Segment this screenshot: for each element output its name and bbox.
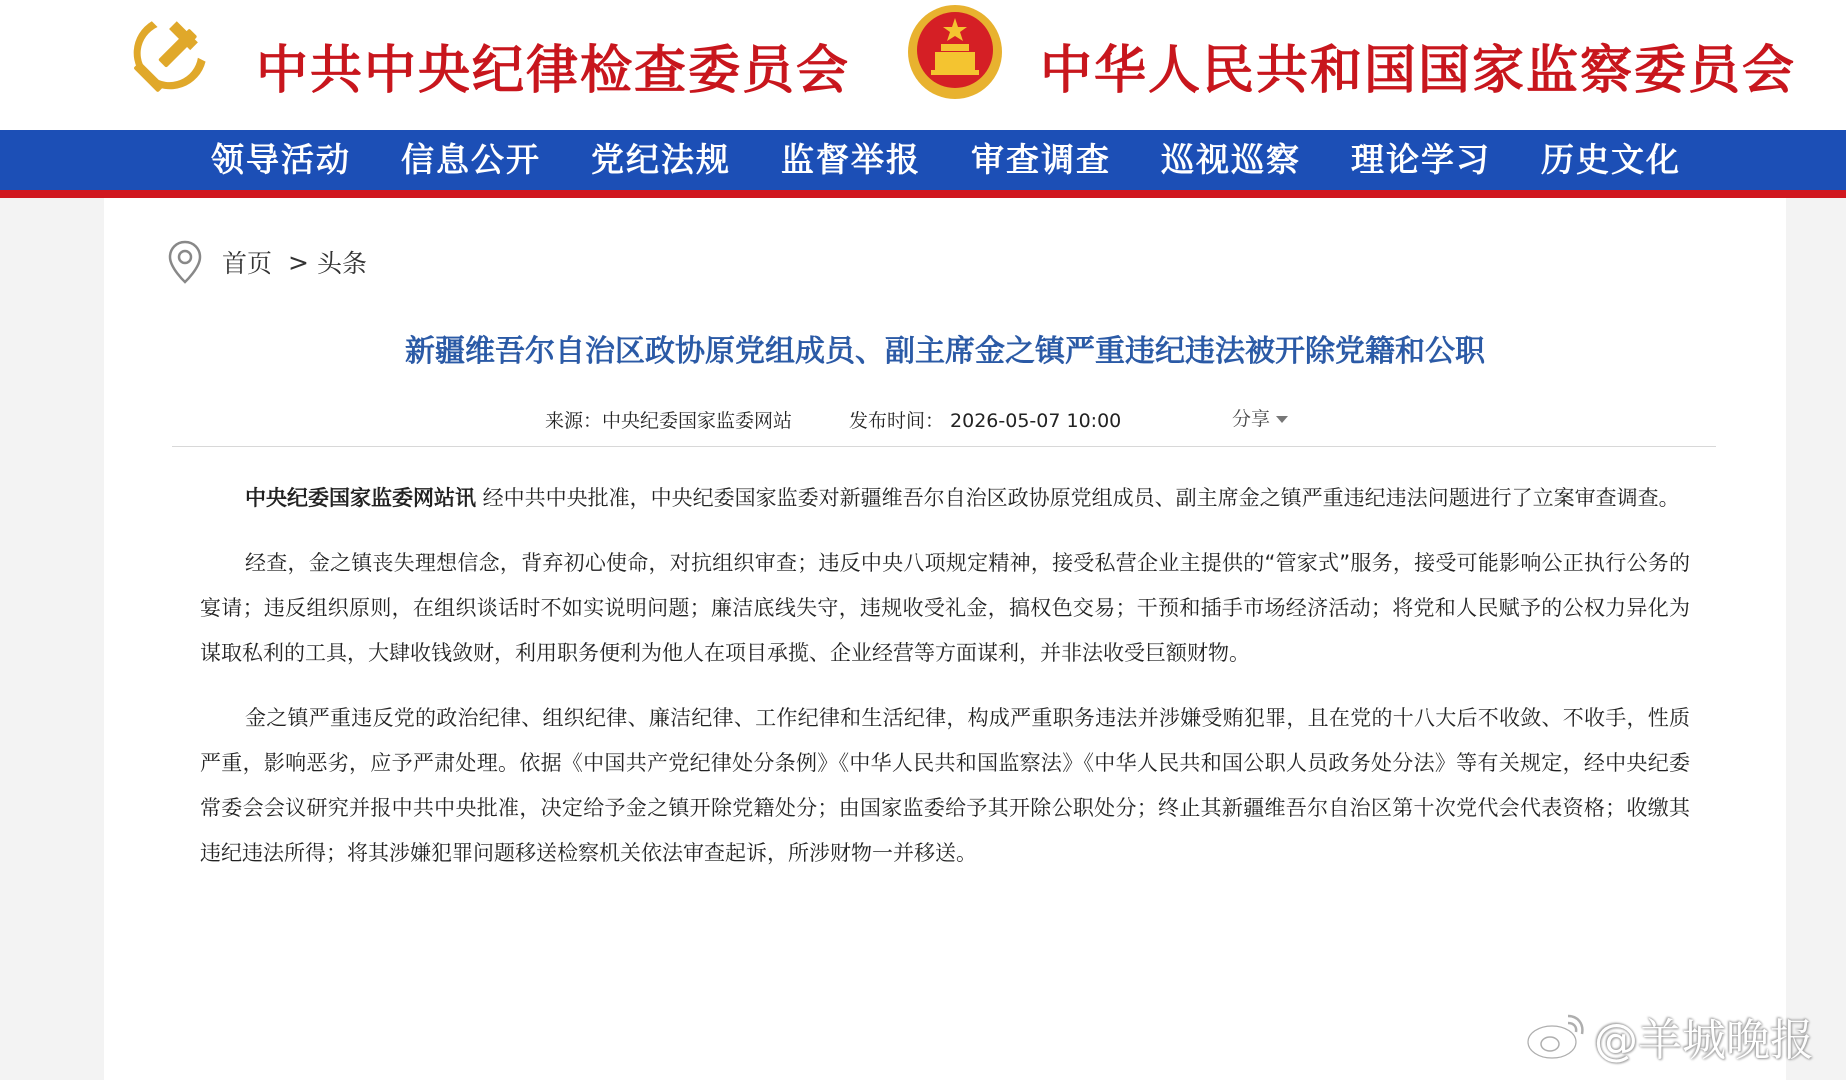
location-pin-icon (168, 240, 202, 284)
nav-item-reporting[interactable]: 监督举报 (781, 140, 921, 179)
nav-item-leadership[interactable]: 领导活动 (211, 140, 351, 179)
watermark-text: @羊城晚报 (1594, 1015, 1814, 1066)
article-body (200, 476, 1690, 896)
national-emblem (905, 2, 1005, 102)
article-paragraph-3: 金之镇严重违反党的政治纪律、组织纪律、廉洁纪律、工作纪律和生活纪律，构成严重职务违法并涉嫌受贿犯罪，且在党的十八大后不收敛、不收手，性质严重，影响恶劣，应予严肃处理。依据《中国共产党纪律处分条例》《中华人民共和国监察法》《中华人民共和国公职人员政务处分法》等有关规定，经中央纪委常委会会议研究并报中共中央批准，决定给予金之镇开除党籍处分；由国家监委给予其开除公职处分；终止其新疆维吾尔自治区第十次党代会代表资格；收缴其违纪违法所得；将其涉嫌犯罪问题移送检察机关依法审查起诉，所涉财物一并移送。 (200, 706, 1690, 865)
article-paragraph-2: 经查，金之镇丧失理想信念，背弃初心使命，对抗组织审查；违反中央八项规定精神，接受私营企业主提供的“管家式”服务，接受可能影响公正执行公务的宴请；违反组织原则，在组织谈话时不如实说明问题；廉洁底线失守，违规收受礼金，搞权色交易；干预和插手市场经济活动；将党和人民赋予的公权力异化为谋取私利的工具，大肆收钱敛财，利用职务便利为他人在项目承揽、企业经营等方面谋利，并非法收受巨额财物。 (200, 551, 1690, 665)
breadcrumb-separator: > (288, 247, 309, 277)
lead-dateline: 中央纪委国家监委网站讯 (245, 486, 476, 510)
national-supervisory-commission-title: 中华人民共和国国家监察委员会 (1040, 40, 1797, 101)
breadcrumb (168, 240, 367, 284)
article-publish-time: 发布时间： 2026-05-07 10:00 (849, 410, 1122, 432)
nav-item-theory[interactable]: 理论学习 (1351, 140, 1491, 179)
cpc-commission-title: 中共中央纪律检查委员会 (256, 40, 851, 101)
hammer-and-sickle-emblem (122, 4, 220, 100)
nav-item-information[interactable]: 信息公开 (401, 140, 541, 179)
article-source: 来源：中央纪委国家监委网站 (545, 410, 793, 432)
title-divider (172, 446, 1716, 447)
share-label: 分享 (1232, 408, 1271, 430)
nav-item-history[interactable]: 历史文化 (1541, 140, 1681, 179)
weibo-logo-icon (1524, 1010, 1588, 1062)
breadcrumb-current[interactable]: 头条 (316, 249, 367, 278)
paragraph-1-text: 经中共中央批准，中央纪委国家监委对新疆维吾尔自治区政协原党组成员、副主席金之镇严重违纪违法问题进行了立案审查调查。 (476, 486, 1680, 510)
nav-item-regulations[interactable]: 党纪法规 (591, 140, 731, 179)
article-title: 新疆维吾尔自治区政协原党组成员、副主席金之镇严重违纪违法被开除党籍和公职 (405, 334, 1485, 369)
article-panel (104, 198, 1786, 1080)
breadcrumb-home-link[interactable]: 首页 (222, 249, 273, 278)
chevron-down-icon (1276, 416, 1288, 423)
site-header (0, 0, 1846, 130)
weibo-watermark (1524, 1006, 1814, 1066)
share-button[interactable] (1232, 404, 1288, 431)
nav-item-inspection[interactable]: 巡视巡察 (1161, 140, 1301, 179)
article-paragraph-1 (200, 476, 1690, 521)
main-nav (0, 130, 1846, 198)
nav-item-investigation[interactable]: 审查调查 (971, 140, 1111, 179)
